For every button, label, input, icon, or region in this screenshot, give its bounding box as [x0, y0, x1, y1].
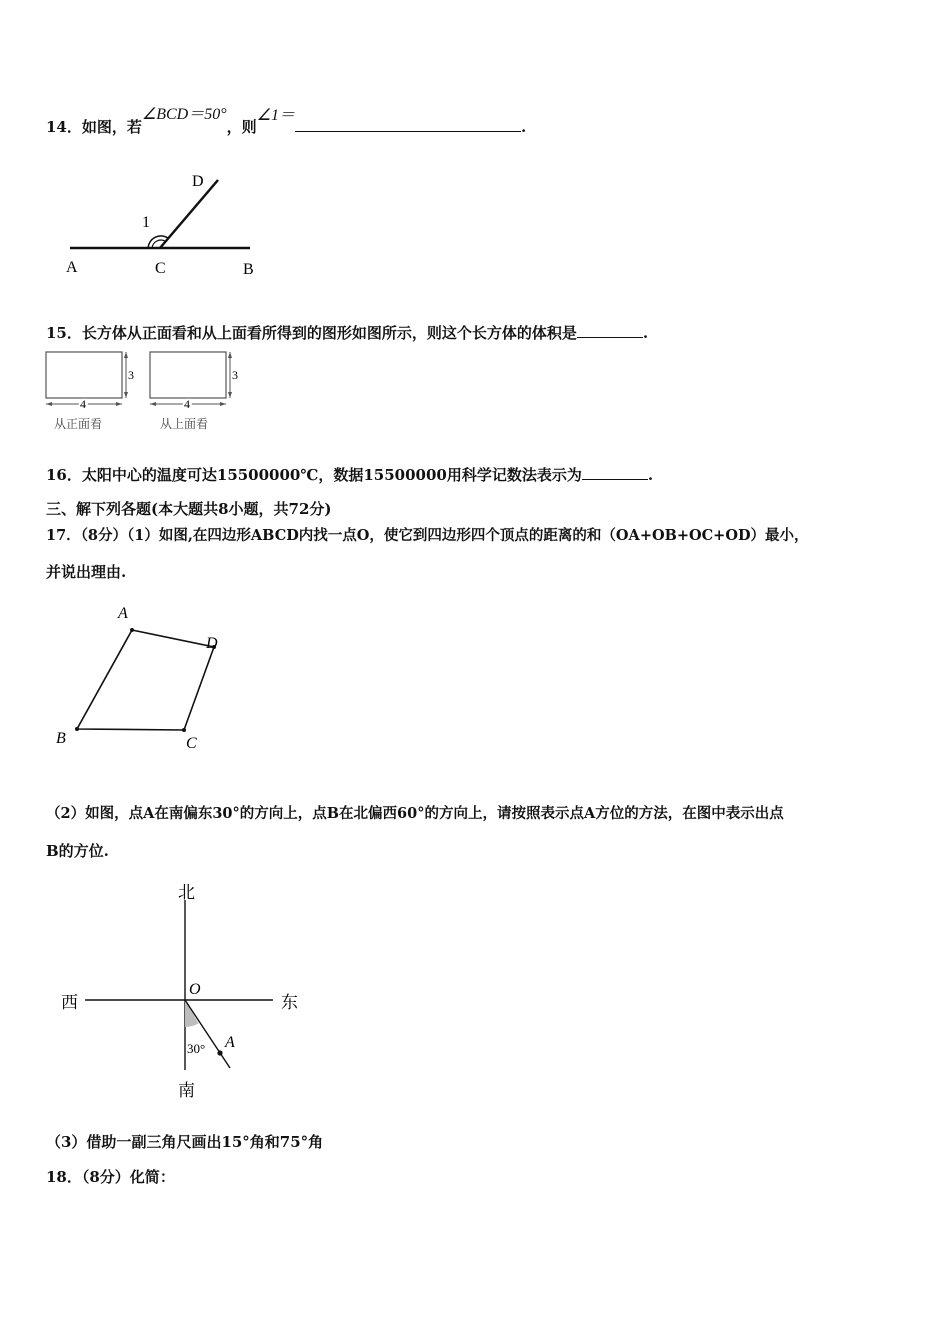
q17-part2-line2: B的方位.: [46, 842, 109, 860]
q15-front-caption: 从正面看: [54, 417, 103, 431]
q15-top-width: 4: [184, 397, 190, 411]
q15-front-width: 4: [80, 397, 86, 411]
q15-end: .: [642, 324, 649, 342]
q15-front-view: [46, 352, 134, 431]
q16-end: .: [647, 466, 654, 484]
q14-ray-cd: [160, 180, 218, 248]
q14-end: .: [521, 118, 527, 136]
q16-number: 16．: [46, 466, 82, 484]
q15-number: 15．: [46, 324, 82, 342]
q16-text: 太阳中心的温度可达15500000℃，数据15500000用科学记数法表示为: [81, 466, 582, 484]
q15-answer-blank[interactable]: [577, 323, 643, 338]
compass-point-label: A: [225, 1034, 235, 1051]
q14-label-c: C: [155, 260, 166, 277]
q17-part3: （3）借助一副三角尺画出15°角和75°角: [46, 1133, 324, 1151]
q15-top-view: [150, 352, 238, 431]
compass-east: 东: [281, 993, 298, 1013]
q14-ask: ∠1＝: [256, 107, 296, 124]
compass-south: 南: [178, 1081, 195, 1101]
q18-number: 18．: [46, 1168, 82, 1186]
quad-label-b: B: [56, 730, 66, 747]
section3-title: 三、解下列各题(本大题共8小题，共72分): [46, 500, 332, 518]
q14-label-1: 1: [142, 214, 150, 231]
q14-label-d: D: [192, 173, 204, 190]
q17-part2-line1: （2）如图，点A在南偏东30°的方向上，点B在北偏西60°的方向上，请按照表示点A方位的方法，在图中表示出点: [46, 805, 784, 822]
q18-line: [46, 1166, 175, 1187]
q14-label-b: B: [243, 261, 254, 278]
q18-text: （8分）化简：: [81, 1168, 175, 1186]
compass-point-a: [217, 1050, 222, 1055]
compass-origin: O: [189, 981, 201, 998]
q15-views-figure: [42, 348, 252, 438]
q14-angle-figure: [60, 168, 260, 288]
q14-text-pre: 如图，若: [81, 118, 142, 136]
q17-part1-line1: [46, 524, 809, 545]
q17-quadrilateral-figure: [50, 600, 250, 760]
quad-abcd: [77, 630, 214, 730]
q17-number: 17．: [46, 527, 81, 544]
compass-angle-label: 30°: [187, 1041, 206, 1056]
q16-line: [46, 464, 653, 485]
quad-label-a: A: [118, 605, 128, 622]
q17-part1-text: （8分）（1）如图,在四边形ABCD内找一点O，使它到四边形四个顶点的距离的和（OA+OB+OC+OD）最小，: [80, 527, 809, 544]
q17-compass-figure: [55, 878, 325, 1108]
q14-condition: ∠BCD＝50°: [141, 106, 227, 123]
q15-line: [46, 322, 648, 343]
quad-label-c: C: [186, 735, 197, 752]
q14-answer-blank[interactable]: [295, 117, 521, 132]
q14-text-mid: ，则: [226, 118, 257, 136]
q15-text: 长方体从正面看和从上面看所得到的图形如图所示，则这个长方体的体积是: [81, 324, 577, 342]
compass-ray-a: [185, 1000, 230, 1068]
quad-label-d: D: [206, 635, 218, 652]
q17-part1-line2: 并说出理由.: [46, 563, 127, 581]
compass-north: 北: [178, 883, 195, 903]
q14-label-a: A: [66, 259, 78, 276]
q14-number: 14．: [46, 118, 82, 136]
q15-top-caption: 从上面看: [160, 417, 209, 431]
compass-west: 西: [61, 993, 78, 1013]
q14-line: [46, 106, 527, 137]
q15-top-height: 3: [232, 368, 238, 382]
q16-answer-blank[interactable]: [582, 465, 648, 480]
q15-front-height: 3: [128, 368, 134, 382]
